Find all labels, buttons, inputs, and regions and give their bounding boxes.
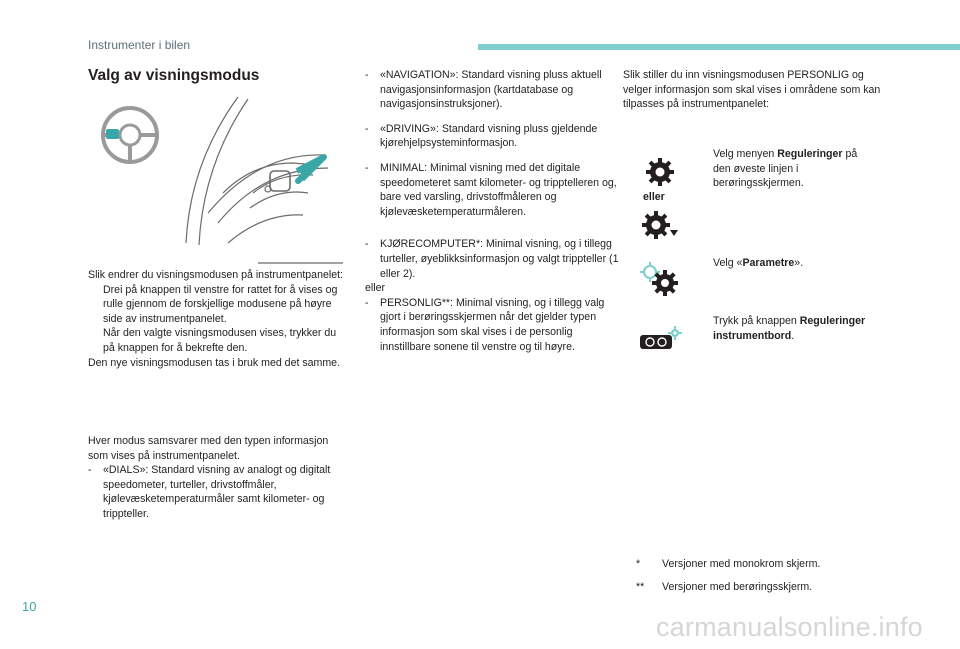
mode-personlig-text: PERSONLIG**: Minimal visning, og i tillegg valg gjort i berøringsskjermen når det gjelder typen informasjon som skal vises i de personlig innstillbare sonene til venstre og til høyre. <box>380 296 605 353</box>
mode-kjorecomputer <box>365 237 623 281</box>
menu-reguleringer: Reguleringer <box>777 148 843 160</box>
gear-icon <box>645 157 675 187</box>
pointer-arrow-icon <box>297 157 324 181</box>
step-2-pre: Velg « <box>713 257 743 269</box>
left-step-2-text: Når den valgte visningsmodusen vises, trykker du på knappen for å bekrefte den. <box>103 327 337 354</box>
mode-kjorecomputer-text: KJØRECOMPUTER*: Minimal visning, og i tillegg turteller, øyeblikksinformasjon og valgt trippteller (1 eller 2). <box>380 238 619 280</box>
button-reguleringer-instrumentbord: Reguleringer instrumentbord <box>713 315 866 342</box>
left-intro: Slik endrer du visningsmodusen på instrumentpanelet: <box>88 269 343 281</box>
dash-marker: - <box>365 238 369 251</box>
left-column-modes <box>88 434 350 522</box>
page-number: 10 <box>22 599 37 614</box>
mode-driving <box>365 122 623 151</box>
mode-minimal <box>365 161 623 219</box>
middle-column-modes <box>365 68 623 354</box>
steering-wheel-illustration <box>88 93 351 265</box>
dash-marker: - <box>365 122 369 135</box>
right-step-1 <box>687 147 867 191</box>
watermark: carmanualsonline.info <box>656 612 923 642</box>
mode-navigation-text: «NAVIGATION»: Standard visning pluss aktuell navigasjonsinformasjon (kartdatabase og navigasjonsinstruksjoner). <box>380 69 602 111</box>
dash-marker: - <box>365 161 369 174</box>
left-note: Den nye visningsmodusen tas i bruk med det samme. <box>88 356 341 369</box>
dash-marker: - <box>365 296 369 309</box>
double-gear-icon <box>639 262 681 296</box>
mode-minimal-text: MINIMAL: Minimal visning med det digitale speedometeret samt kilometer- og tripptelleren og, bare ved varsling, drivstoffmåleren og kjølevæsketemperaturmåleren. <box>380 161 617 218</box>
eller-label: eller <box>643 191 665 203</box>
gear-dropdown-icon <box>641 210 681 240</box>
right-step-3 <box>687 314 867 343</box>
left-step-2 <box>88 326 350 355</box>
left-step-1-text: Drei på knappen til venstre for rattet for å vises og rulle gjennom de forskjellige modusene på høyre side av instrumentpanelet. <box>103 283 338 325</box>
step-3-post: . <box>791 329 795 342</box>
or-label: eller <box>365 282 386 295</box>
menu-parametre: Parametre <box>742 257 795 269</box>
footnote-text: Versjoner med monokrom skjerm. <box>662 558 821 570</box>
wheel-thumbnail-icon <box>103 108 157 162</box>
right-intro: Slik stiller du inn visningsmodusen PERSONLIG og velger informasjon som skal vises i områdene som kan tilpasses på instrumentpanelet: <box>623 69 881 111</box>
mode-dials-text: «DIALS»: Standard visning av analogt og digitalt speedometer, turteller, drivstoffmåler, kjølevæsketemperaturmåler samt kilometer- og trippteller. <box>103 464 331 520</box>
footnote-text: Versjoner med berøringsskjerm. <box>662 581 813 593</box>
wheel-closeup <box>186 97 343 263</box>
left-column-instructions <box>88 268 350 370</box>
mode-dials <box>88 463 350 521</box>
step-1-post: på den øveste linjen i berøringsskjermen. <box>713 148 858 190</box>
instrument-panel-gear-icon <box>639 326 683 350</box>
left-step-1 <box>88 283 350 327</box>
step-2-post: ». <box>794 257 804 269</box>
dash-marker: - <box>88 464 92 477</box>
footnote-marker: ** <box>636 581 645 593</box>
footnote-marker: * <box>636 558 641 570</box>
step-3-pre: Trykk på knappen <box>713 315 800 327</box>
step-1-pre: Velg menyen <box>713 148 778 160</box>
mode-navigation <box>365 68 623 112</box>
section-heading: Valg av visningsmodus <box>88 67 260 84</box>
mode-driving-text: «DRIVING»: Standard visning pluss gjeldende kjørehjelpsysteminformasjon. <box>380 122 598 150</box>
header-title: Instrumenter i bilen <box>88 38 191 52</box>
dash-marker: - <box>365 69 369 81</box>
mode-personlig <box>365 296 623 354</box>
right-step-2 <box>687 256 867 271</box>
header-bar <box>478 44 960 50</box>
modes-intro: Hver modus samsvarer med den typen informasjon som vises på instrumentpanelet. <box>88 435 329 462</box>
